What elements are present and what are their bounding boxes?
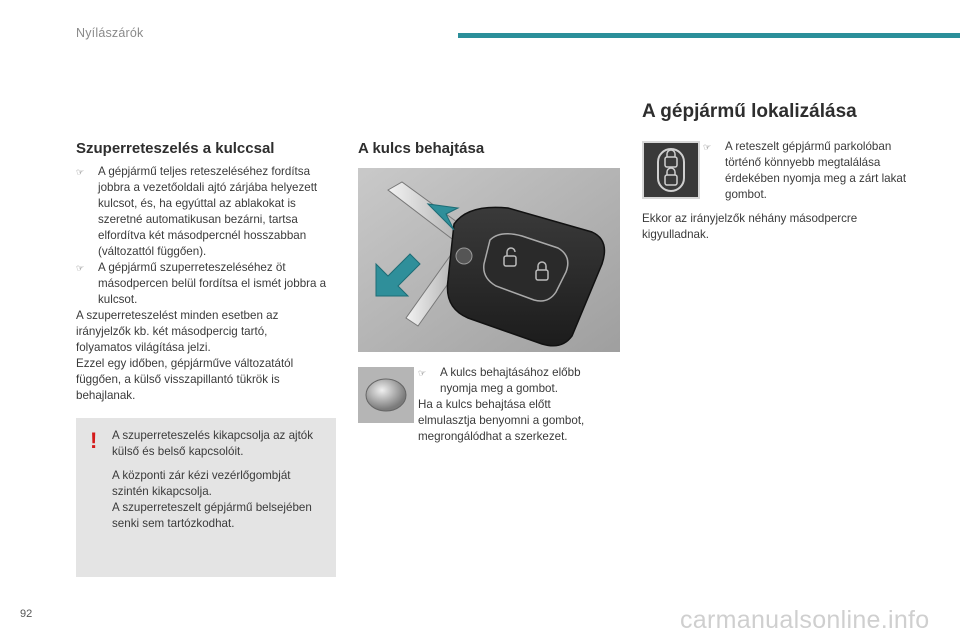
indicator-flash-text: Ekkor az irányjelzők néhány másodpercre kigyulladnak.	[642, 212, 858, 241]
list-item	[418, 365, 618, 397]
warning-box	[76, 418, 336, 577]
key-fold-bullet-list	[418, 365, 618, 397]
page-header-title: Nyílászárók	[76, 26, 144, 40]
key-illustration-svg	[358, 168, 620, 352]
heading-vehicle-locating: A gépjármű lokalizálása	[642, 101, 857, 122]
key-fold-warning-text: Ha a kulcs behajtása előtt elmulasztja benyomni a gombot, megrongálódhat a szerkezet.	[418, 398, 585, 443]
hand-pointer-icon: ☞	[703, 142, 712, 152]
list-item	[76, 260, 336, 308]
heading-key-folding: A kulcs behajtása	[358, 140, 485, 157]
lock-thumb-svg	[644, 143, 698, 197]
hand-pointer-icon: ☞	[76, 167, 85, 177]
list-item-text: A reteszelt gépjármű parkolóban történő könnyebb megtalálása érdekében nyomja meg a zárt lakat gombot.	[725, 140, 907, 201]
locate-bullet-list	[703, 139, 913, 203]
page-number: 92	[20, 608, 33, 620]
fold-button-thumbnail	[358, 367, 414, 423]
list-item-text: A gépjármű szuperreteszeléséhez öt másodpercen belül fordítsa el ismét jobbra a kulcsot.	[98, 261, 327, 306]
list-item-text: A kulcs behajtásához előbb nyomja meg a gombot.	[440, 366, 581, 395]
list-item	[76, 164, 336, 260]
warning-text-3: A szuperreteszelt gépjármű belsejében senki sem tartózkodhat.	[112, 501, 312, 530]
hand-pointer-icon: ☞	[418, 368, 427, 378]
fold-button-svg	[358, 367, 414, 423]
watermark-text: carmanualsonline.info	[680, 606, 930, 634]
heading-deadlocking-key: Szuperreteszelés a kulccsal	[76, 140, 275, 157]
mirror-fold-text: Ezzel egy időben, gépjárművе változatától függően, a külső visszapillantó tükrök is behajlanak.	[76, 357, 294, 402]
deadlock-confirmation-text: A szuperreteszelést minden esetben az irányjelzők kb. két másodpercig tartó, folyamatos világítása jelzi.	[76, 309, 279, 354]
list-item-text: A gépjármű teljes reteszeléséhez fordítsa jobbra a vezetőoldali ajtó zárjába helyezett kulcsot, és, ha egyúttal az ablakokat is szeretné automatikusan bezárni, tartsa elfordítva két másodpercnél hosszabban (változattól függően).	[98, 165, 318, 258]
warning-text-2: A központi zár kézi vezérlőgombját szintén kikapcsolja.	[112, 469, 291, 498]
key-fold-illustration	[358, 168, 620, 352]
exclamation-icon: !	[90, 428, 98, 453]
warning-text-1: A szuperreteszelés kikapcsolja az ajtók külső és belső kapcsolóit.	[112, 429, 314, 458]
list-item	[703, 139, 913, 203]
deadlock-bullet-list	[76, 164, 336, 308]
hand-pointer-icon: ☞	[76, 263, 85, 273]
header-accent-bar	[458, 33, 960, 38]
lock-button-thumbnail	[642, 141, 700, 199]
